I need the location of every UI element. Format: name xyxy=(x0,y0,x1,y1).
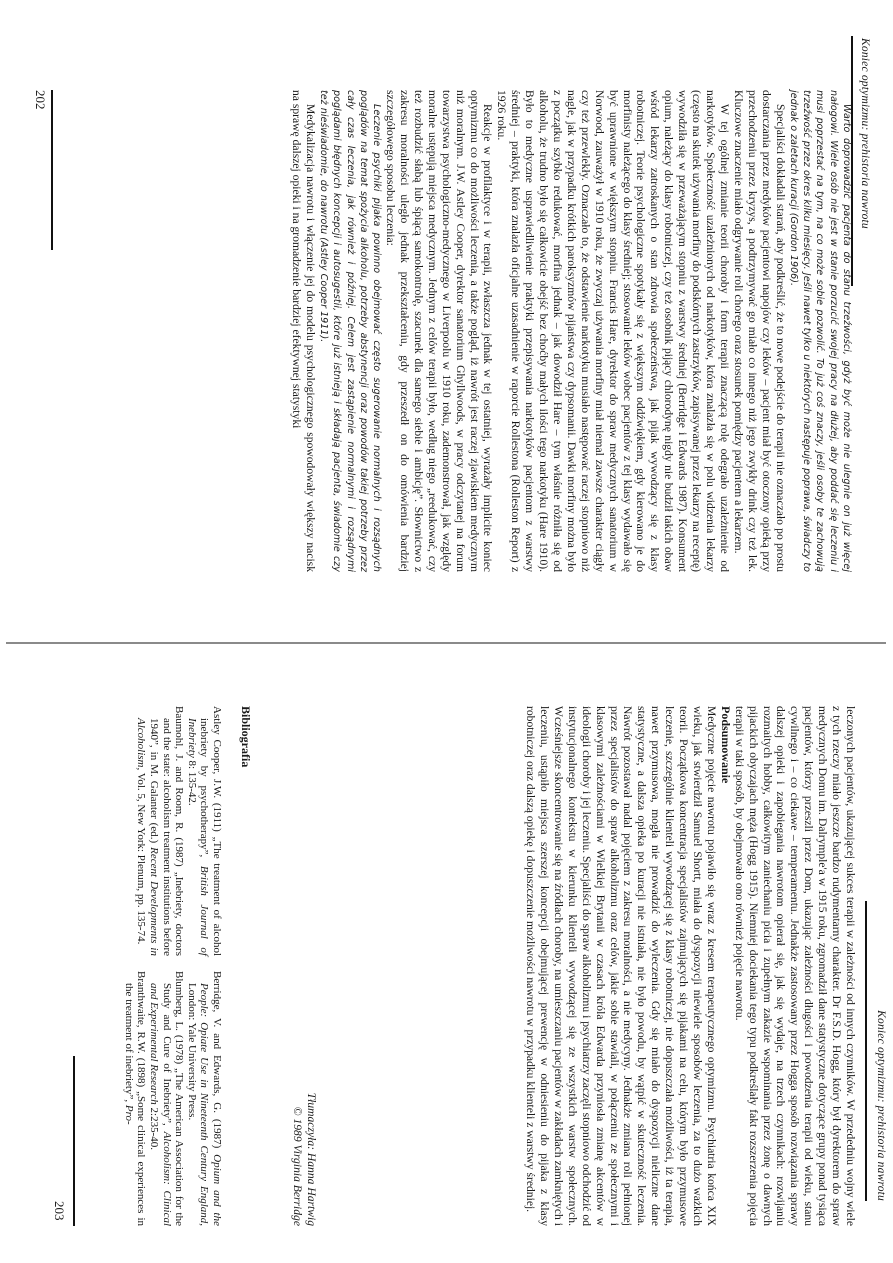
block-quote-astley-cooper: Leczenie psychiki pijaka powinno obejmować często sugerowanie normalnych i rozsądnych poglądów na temat spożycia alkoholu, potrzeby abstynencji oraz powodów takiej potrzeby przez cały czas leczenia, jak również i później. Celem jest zastąpienie normalnymi i rozsądnymi poglądami błędnych koncepcji i autosugestii, które już istnieją i składają pacjenta, świadomie czy też nieświadomie, do nawrotu (Astley Cooper 1911). xyxy=(318,90,383,572)
bibliography-right-column xyxy=(122,971,223,1226)
page-number: 203 xyxy=(52,1201,67,1221)
page-203-slot xyxy=(0,646,893,1263)
footer-rule xyxy=(73,1056,75,1226)
paragraph: W tej ogólnej zmianie teorii choroby i form terapii znaczącą rolę odegrało uzależnienie od narkotyków. Społeczność uzależnionych od narkotyków, która znalazła się w polu widzenia lekarzy (często na skutek używania morfiny do podskórnych zastrzyków, zapisywanej przez lekarzy na receptę) wywodziła się w przeważającym stopniu z warstwy średniej (Berridge i Edwards 1987). Konsument opium, należący do klasy robotniczej, czy też osobnik pijący chlorodynę nigdy nie budził takich obaw wśród lekarzy zatroskanych o stan zdrowia społeczeństwa, jak pijak wywodzący się z klasy robotniczej. Teorie psychologiczne spotykały się z większym oddźwiękiem, gdy kierowano je do morfinisty należącego do klasy średniej; stosowanie leków wobec pacjentów z tej klasy wydawało się być uprawnione w większym stopniu. Francis Hare, dyrektor do spraw medycznych sanatorium w Norwood, zauważył w 1910 roku, że zwyczaj używania morfiny miał niemal zawsze charakter ciągły czy też przewlekły. Oznaczało to, że odstawienie narkotyku musiało następować raczej stopniowo niż nagle, jak w przypadku krótkich paroksyzmów pijaństwa czy dypsomanii. Dawki morfiny można było z początku szybko redukować, morfina jednak – jak dowodził Hare – tym właśnie różniła się od alkoholu, że trudno było się całkowicie obejść bez choćby małych ilości tego narkotyku (Hare 1910). Było to medyczne usprawiedliwienie praktyki przepisywania narkotyków pacjentom z warstwy średniej – praktyki, która znalazła oficjalne uzasadnienie w raporcie Rollestona (Rolleston Report) z 1926 roku. xyxy=(495,90,731,572)
summary-paragraph: Medyczne pojęcie nawrotu pojawiło się wraz z kresem terapeutycznego optymizmu. Psychiatria końca XIX wieku, jak stwierdził Samuel Shortt, miała do dyspozycji niewiele sposobów leczenia, za to dużo ważkich teorii. Początkowa koncentracja specjalistów zajmujących się pijakami na celu, którym było przymusowe leczenie, szczególnie klienteli wywodzącej się z klasy robotniczej, nie dopuszczała możliwości, iż ta terapia, nawet przymusowa, mogła nie prowadzić do wyleczenia. Gdy się miało do dyspozycji nieliczne dane statystyczne, a dalsza opieka po kuracji nie istniała, nie było powodu, by wątpić w skuteczność leczenia. Nawrót pozostawał nadal pojęciem z zakresu moralności, a nie medycyny. Jednakże zmiana roli pełnionej przez specjalistów do spraw alkoholizmu oraz celów, jakie sobie stawiali, w połączeniu ze społecznymi i klasowymi zależnościami w Wielkiej Brytanii w czasach króla Edwarda przyniosła zmianę akcentów w ideologii choroby i jej leczeniu. Specjaliści do spraw alkoholizmu i psychiatrzy zaczęli stopniowo odchodzić od instytucjonalnego kontekstu w kierunku klienteli wywodzącej się ze wszystkich warstw społecznych. Wcześniejsze skoncentrowanie się na źródłach choroby, na umieszczaniu pacjentów w zakładach zamkniętych i leczeniu, ustąpiło miejsca szerszej koncepcji obejmującej prewencję w odniesieniu do pijaka z klasy robotniczej oraz dalszą opiekę i dopuszczenie możliwości nawrotu w przypadku klienteli z warstwy średniej. xyxy=(524,706,718,1226)
paragraph: Medykalizacja nawrotu i włączenie jej do modelu psychologicznego spowodowały większy nacisk na sprawę dalszej opieki i na gromadzenie bardziej efektywnej statystyki xyxy=(289,90,317,572)
header-rule xyxy=(866,901,868,1201)
section-title: Podsumowanie xyxy=(718,706,733,784)
page-203-body xyxy=(523,706,857,1226)
paragraph: leczonych pacjentów, ukazującej sukces terapii w zależności od innych czynników. W przededniu wojny wiele z tych rzeczy miało jeszcze bardzo rudymentarny charakter. Dr F.S.D. Hogg, który był dyrektorem do spraw medycznych Domu im. Dalrymple'a w 1915 roku, zgromadził dane statystyczne dotyczące grupy ponad tysiąca pacjentów, którzy przeszli przez Dom, ukazując zależności długości i powodzenia terapii od wieku, stanu cywilnego i – co ciekawe – temperamentu. Jednakże zastosowany przez Hogga sposób rozwiązania sprawy dalszej opieki i zapobiegania nawrotom opierał się, jak się wydaje, na trzech czynnikach: rozwijaniu rozmaitych hobby, całkowitym zaniechaniu picia i zupełnym zakazie wspominania przez żonę o dawnych pijackich obyczajach męża (Hogg 1915). Niemniej dociekania tego typu podkreślały fakt rozszerzenia pojęcia terapii w taki sposób, by obejmowało ono również pojęcie nawrotu. xyxy=(732,706,857,1226)
bibliography-title: Bibliografia xyxy=(239,706,253,768)
bibliography-entry: Berridge, V. and Edwards, G. (1987) Opium and the People: Opiate Use in Nineteenth Century England, London: Yale University Press. xyxy=(185,971,223,1226)
page-number: 202 xyxy=(33,90,48,110)
page-203 xyxy=(0,646,893,1263)
paragraph: Specjaliści dokładali starań, aby podkreślić, że to nowe podejście do terapii nie oznaczało po prostu dostarczania przez medyków pacjentowi napojów czy leków – pacjent miał być otoczony opieką przy przechodzeniu przez kryzys, a podtrzymywać go miało co innego niż jego zwykły drink czy też lek. Kluczowe znaczenie miało odgrywanie roli chorego oraz stosunek pomiędzy pacjentem a lekarzem. xyxy=(731,90,787,572)
paragraph: Reakcje w profilaktyce i w terapii, zwłaszcza jednak w tej ostatniej, wyrażały implicite koniec optymizmu co do możliwości leczenia, a także pogląd, iż nawrót jest raczej zjawiskiem medycznym niż moralnym. J.W. Astley Cooper, dyrektor sanatorium Ghyllwoods, w pracy odczytanej na forum towarzystwa psychologiczno-medycznego w Liverpoolu w 1910 roku, zademonstrował, jak względy moralne ustępują miejsca medycznym. Jednym z celów terapii było, według niego „reedukować, czy też rozbudzić słabą lub śpiącą samokontrolę, szacunek dla samego siebie i ambicję”. Słownictwo z zakresu moralności uległo jednak przekształceniu, gdy przeszedł on do omówienia bardziej szczegółowego sposobu leczenia: xyxy=(384,90,495,572)
page-202-body xyxy=(289,90,853,572)
bibliography-left-column xyxy=(135,706,223,956)
translator-credit: Tłumaczyła: Hanna Hartwig xyxy=(305,1092,318,1226)
footer-rule xyxy=(51,90,53,250)
bibliography-entry: Blumberg, L. (1978) „The American Association for the Study and Cure of Inebriety”, Alcoholism: Clinical and Experimental Research 2:235-40. xyxy=(148,971,186,1227)
bibliography-entry: Baumohl, J. and Room, R. (1987) „Inebriety, doctors and the state: alcoholism treatment institutions before 1940”, in M. Galanter (ed.) Recent Developments in Alcoholism, Vol. 5, New York: Plenum, pp. 135-74. xyxy=(135,706,186,956)
credits xyxy=(290,976,318,1226)
block-quote-gordon: Warto doprowadzić pacjenta do stanu trzeźwości, gdyż być może nie ulegnie on już więcej nałogowi. Wiele osób nie jest w stanie porzucić swojej pracy na dłużej, aby poddać się leczeniu i musi poprzestać na tym, na co może sobie pozwolić. To już coś znaczy, jeśli osoby te zachowują trzeźwość przez okres kilku miesięcy. Jeśli nawet tylko u niektórych następuje poprawa, świadczy to jednak o zaletach kuracji (Gordon 1906). xyxy=(787,90,852,572)
bibliography-entry: Astley Cooper, J.W. (1911) „The treatment of alcohol inebriety by psychotherapy”, British Journal of Inebriety 8: 135-42. xyxy=(185,706,223,956)
page-divider xyxy=(6,642,886,644)
bibliography-entry: Branthwaite, R.W. (1898) „Some clinical experiences in the treatment of inebriety”, Pro- xyxy=(122,971,148,1226)
running-header: Koniec optymizmu: prehistoria nawrotu xyxy=(875,1010,887,1201)
copyright-notice: © 1989 Virginia Berridge xyxy=(291,1106,304,1226)
running-header: Koniec optymizmu: prehistoria nawrotu xyxy=(859,38,871,229)
